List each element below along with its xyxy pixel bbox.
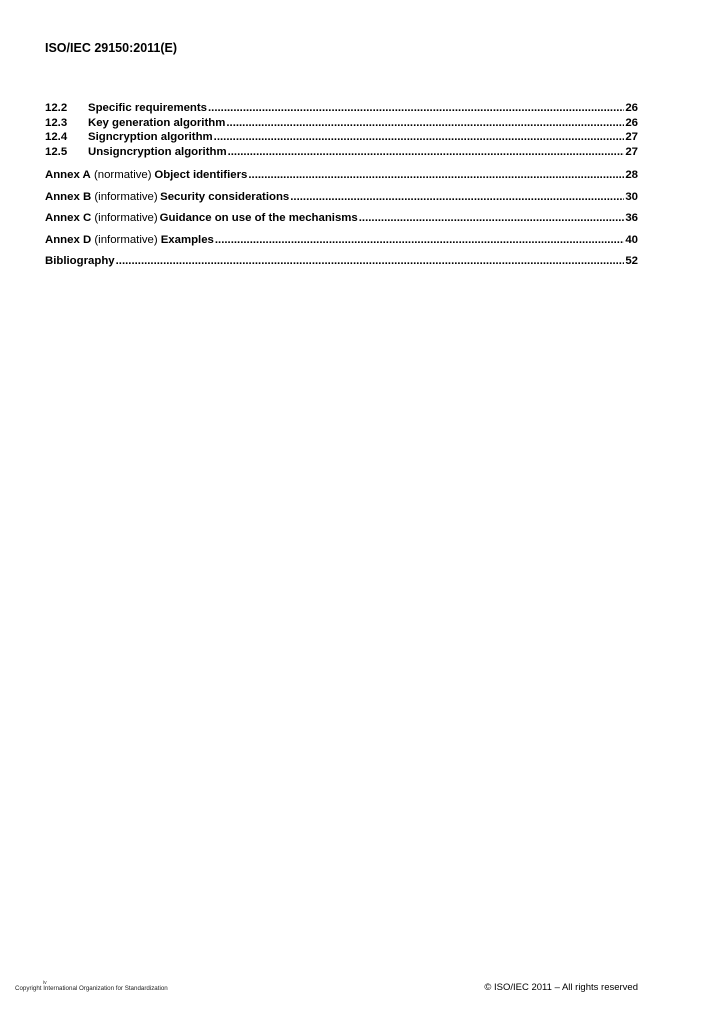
dot-leader <box>214 130 625 145</box>
page-number: iv <box>43 980 47 986</box>
dot-leader <box>208 101 624 116</box>
dot-leader <box>116 251 625 273</box>
annex-label: Annex D <box>45 233 92 246</box>
annex-label: Annex C <box>45 212 92 224</box>
toc-entry-page: 27 <box>625 145 638 158</box>
toc-entry-12-2[interactable] <box>45 101 638 116</box>
dot-leader <box>215 230 624 252</box>
toc-entry-annex-b[interactable] <box>45 187 638 209</box>
toc-entry-page: 30 <box>625 190 638 203</box>
toc-entry-title: Security considerations <box>160 190 290 203</box>
toc-entry-page: 26 <box>625 116 638 129</box>
annex-type: (informative) <box>94 190 158 203</box>
toc-entry-number: 12.2 <box>45 102 68 114</box>
toc-entry-title: Bibliography <box>45 255 115 267</box>
dot-leader <box>226 116 624 131</box>
annex-type: (informative) <box>94 212 158 224</box>
dot-leader <box>290 187 624 209</box>
toc-entry-annex-c[interactable] <box>45 208 638 230</box>
toc-entry-page: 27 <box>625 131 638 143</box>
dot-leader <box>248 165 624 187</box>
toc-entry-number: 12.5 <box>45 145 68 158</box>
toc-entry-page: 36 <box>625 212 638 224</box>
toc-entry-page: 52 <box>625 255 638 267</box>
annex-label: Annex A <box>45 169 91 181</box>
toc-entry-bibliography[interactable] <box>45 251 638 273</box>
toc-entry-title: Specific requirements <box>88 102 208 114</box>
toc-entry-page: 40 <box>625 233 638 246</box>
toc-entry-12-3[interactable] <box>45 116 638 131</box>
toc-entry-12-4[interactable] <box>45 130 638 145</box>
toc-entry-title: Signcryption algorithm <box>88 131 213 143</box>
footer-copyright-left: Copyright International Organization for Standardization <box>15 985 168 992</box>
toc-entry-page: 26 <box>625 102 638 114</box>
toc-entry-page: 28 <box>625 169 638 181</box>
toc-entry-12-5[interactable] <box>45 145 638 160</box>
toc-entry-annex-a[interactable] <box>45 165 638 187</box>
toc-entry-annex-d[interactable] <box>45 230 638 252</box>
annex-label: Annex B <box>45 190 92 203</box>
toc-entry-title: Guidance on use of the mechanisms <box>159 212 358 224</box>
toc-entry-title: Object identifiers <box>154 169 248 181</box>
footer-copyright-right: © ISO/IEC 2011 – All rights reserved <box>484 982 638 993</box>
dot-leader <box>228 145 625 160</box>
toc-entry-title: Examples <box>160 233 214 246</box>
toc-entry-number: 12.3 <box>45 116 68 129</box>
annex-type: (informative) <box>94 233 158 246</box>
toc-entry-number: 12.4 <box>45 131 68 143</box>
table-of-contents <box>45 101 638 273</box>
toc-entry-title: Unsigncryption algorithm <box>88 145 227 158</box>
document-header: ISO/IEC 29150:2011(E) <box>45 41 178 55</box>
dot-leader <box>359 208 625 230</box>
toc-entry-title: Key generation algorithm <box>88 116 226 129</box>
annex-type: (normative) <box>93 169 152 181</box>
